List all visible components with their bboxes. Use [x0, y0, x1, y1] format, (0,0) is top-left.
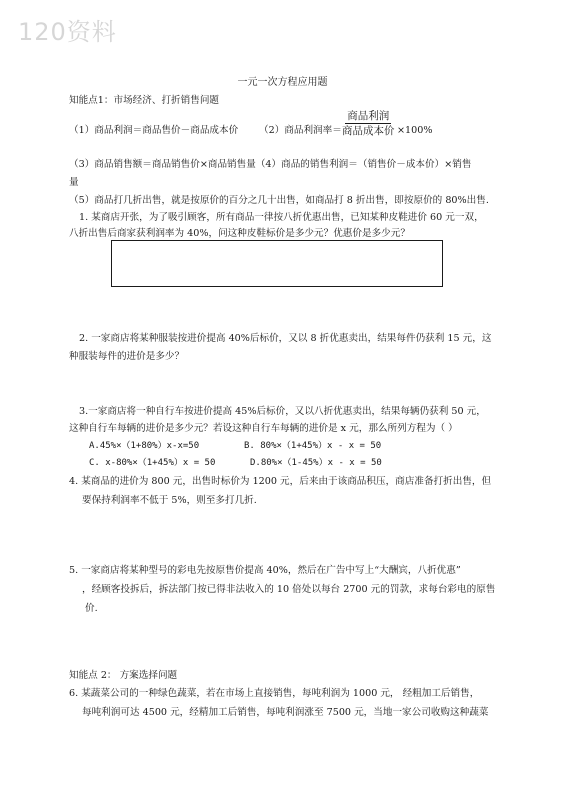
q4-line2: 要保持利润率不低于 5%，则至多打几折. [82, 495, 257, 506]
q3-line2: 这种自行车每辆的进价是多少元？若设这种自行车每辆的进价是 x 元，那么所列方程为（ ） [69, 423, 458, 434]
q3-line1: 3.一家商店将一种自行车按进价提高 45%后标价，又以八折优惠卖出，结果每辆仍获利 50 元， [79, 406, 486, 417]
q5-line3: 价. [85, 603, 98, 614]
formula-5: （5）商品打几折出售，就是按原价的百分之几十出售，如商品打 8 折出售，即按原价的 80%出售. [69, 195, 489, 206]
section2-heading: 知能点 2： 方案选择问题 [69, 670, 178, 681]
page-title: 一元一次方程应用题 [237, 77, 328, 88]
q5-line1: 5. 一家商店将某种型号的彩电先按原售价提高 40%，然后在广告中写上“大酬宾，八折优惠” [69, 565, 461, 576]
formula-2-suffix: ×100% [397, 125, 433, 136]
section1-heading: 知能点1：市场经济、打折销售问题 [69, 95, 220, 106]
formula-2-fraction [342, 109, 395, 138]
formula-3-line2: 量 [69, 177, 79, 188]
q5-line2: ，经顾客投拆后，拆法部门按已得非法收入的 10 倍处以每台 2700 元的罚款，求每台彩电的原售 [82, 584, 496, 595]
q1-line2: 八折出售后商家获利润率为 40%，问这种皮鞋标价是多少元？优惠价是多少元？ [69, 228, 410, 239]
q1-line1: 1. 某商店开张，为了吸引顾客，所有商品一律按八折优惠出售，已知某种皮鞋进价 60 元一双， [79, 212, 484, 223]
formula-1: （1）商品利润＝商品售价－商品成本价 [69, 125, 239, 136]
q3-option-c[interactable]: C. x-80%×（1+45%）x = 50 [89, 458, 216, 468]
formula-2-prefix: （2）商品利润率＝ [259, 125, 342, 136]
watermark-logo: 120资料 [18, 18, 117, 46]
q4-line1: 4. 某商品的进价为 800 元，出售时标价为 1200 元，后来由于该商品积压，商店准备打折出售，但 [69, 476, 492, 487]
q6-line1: 6. 某蔬菜公司的一种绿色蔬菜，若在市场上直接销售，每吨利润为 1000 元， 经粗加工后销售， [69, 688, 480, 699]
answer-box[interactable] [111, 240, 443, 287]
q2-line1: 2. 一家商店将某种服装按进价提高 40%后标价，又以 8 折优惠卖出，结果每件仍获利 15 元，这 [79, 333, 492, 344]
formula-3-line1: （3）商品销售额＝商品销售价×商品销售量（4）商品的销售利润＝（销售价－成本价）×销售 [69, 159, 472, 170]
q3-option-a[interactable]: A.45%×（1+80%）x-x=50 [89, 441, 200, 451]
q2-line2: 种服装每件的进价是多少？ [69, 351, 185, 362]
fraction-numerator: 商品利润 [347, 110, 390, 122]
q3-option-d[interactable]: D.80%×（1-45%）x - x = 50 [250, 458, 382, 468]
fraction-denominator: 商品成本价 [342, 125, 395, 137]
q6-line2: 每吨利润可达 4500 元，经精加工后销售，每吨利润涨至 7500 元，当地一家公司收购这种蔬菜 [82, 707, 489, 718]
q3-option-b[interactable]: B. 80%×（1+45%）x - x = 50 [244, 441, 382, 451]
